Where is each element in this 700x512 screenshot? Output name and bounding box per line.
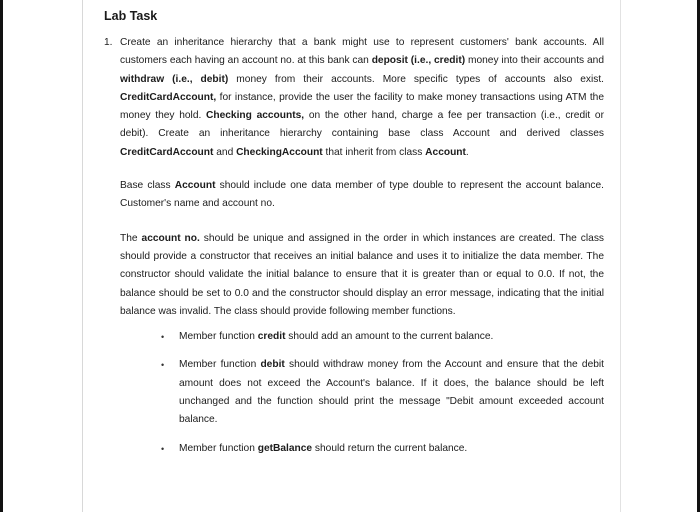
- bullet-icon: •: [161, 443, 165, 454]
- bullet-icon: •: [161, 332, 165, 343]
- list-item: [163, 440, 604, 458]
- account-base-paragraph: [120, 177, 604, 214]
- bold-text: deposit (i.e., credit): [371, 55, 466, 67]
- list-item: [163, 356, 604, 429]
- text-run: should be unique and assigned in the order in which instances are created. The class should provide a constructor that receives an initial balance and uses it to initialize the data member. The constructor should validate the initial balance to ensure that it is greater than or equal to 0.0. If not, the balance should be set to 0.0 and the constructor should display an error message, indicating that the initial balance was invalid. The class should provide following member functions.: [120, 232, 605, 317]
- bold-text: account no.: [141, 232, 200, 244]
- text-run: money from their accounts. More specific types of accounts also exist.: [228, 73, 605, 85]
- bold-text: Account: [174, 180, 216, 192]
- left-frame-border: [0, 0, 3, 512]
- page-left-edge: [82, 0, 83, 512]
- lab-task-title: Lab Task: [104, 9, 158, 23]
- text-run: should return the current balance.: [312, 442, 468, 454]
- text-run: on the other hand, charge a fee per transaction (i.e., credit or debit). Create an inheritance hierarchy containing base class Account and derived classes: [120, 110, 604, 140]
- text-run: money into their accounts and: [465, 55, 605, 67]
- text-run: Member function: [179, 331, 258, 343]
- bullet-icon: •: [161, 360, 165, 371]
- text-run: Member function: [179, 442, 258, 454]
- question-number: 1.: [104, 37, 113, 48]
- bold-text: withdraw (i.e., debit): [120, 73, 229, 85]
- bold-text: getBalance: [257, 442, 313, 454]
- text-run: that inherit from class: [322, 146, 426, 158]
- page-right-edge: [620, 0, 621, 512]
- text-run: should include one data member of type double to represent the account balance. Customer's name and account no.: [120, 180, 605, 210]
- question-text: [120, 34, 604, 162]
- bold-text: Checking accounts,: [206, 110, 305, 122]
- bold-text: Account: [425, 146, 466, 158]
- bold-text: debit: [260, 359, 285, 371]
- list-item: [163, 328, 604, 346]
- bold-text: CreditCardAccount,: [120, 91, 217, 103]
- text-run: for instance, provide the user the facility to make money transactions using ATM the money they hold.: [120, 91, 604, 122]
- text-run: .: [465, 146, 469, 158]
- text-run: The: [120, 232, 142, 244]
- member-function-list: [104, 328, 604, 458]
- question-item: [104, 34, 604, 162]
- text-run: should withdraw money from the Account and ensure that the debit amount does not exceed the Account's balance. If it does, the balance should be left unchanged and the function should print the message "Debit amount exceeded account balance.: [179, 359, 604, 426]
- bold-text: CreditCardAccount: [120, 146, 214, 158]
- bold-text: credit: [257, 331, 286, 343]
- document-page: [104, 9, 604, 468]
- text-run: should add an amount to the current balance.: [285, 331, 494, 343]
- account-no-paragraph: [120, 230, 604, 321]
- text-run: and: [213, 146, 237, 158]
- text-run: Member function: [179, 359, 261, 371]
- bold-text: CheckingAccount: [236, 146, 323, 158]
- text-run: Base class: [120, 180, 175, 192]
- text-run: Create an inheritance hierarchy that a bank might use to represent customers' bank accounts. All customers each having an account no. at this bank can: [120, 37, 604, 67]
